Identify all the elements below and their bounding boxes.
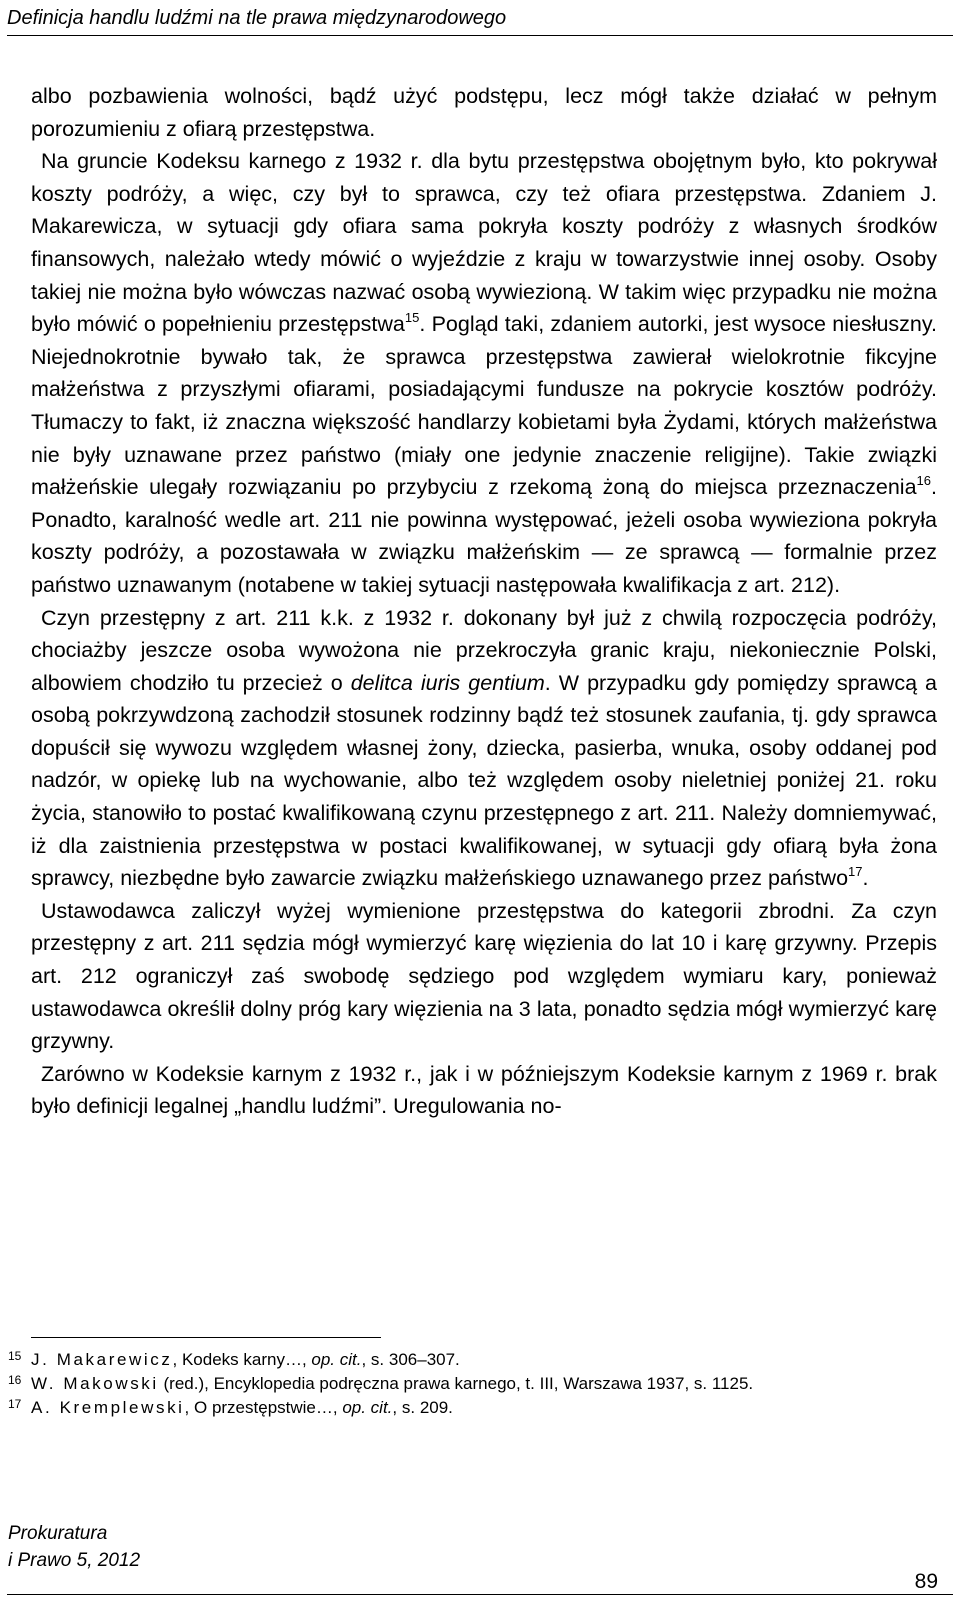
paragraph-3-text-c: . — [862, 866, 869, 891]
footnote-author: W. Makowski — [31, 1374, 159, 1393]
footnote-text — [31, 1372, 938, 1396]
footnote-ref-16[interactable]: 16 — [916, 473, 932, 489]
footnote-17 — [8, 1396, 938, 1420]
paragraph-2-text-b: . Pogląd taki, zdaniem autorki, jest wysoce niesłuszny. Niejednokrotnie bywało tak, że sprawca przestępstwa zawierał wielokrotnie fikcyjne małżeństwa z przyszłymi ofiarami, posiadającymi fundusze na pokrycie kosztów podróży. Tłumaczy to fakt, iż znaczna większość handlarzy kobietami była Żydami, których małżeństwa nie były uznawane przez państwo (miały one jedynie znaczenie religijne). Takie związki małżeńskie ulegały rozwiązaniu po przybyciu z rzekomą żoną do miejsca przeznaczenia — [31, 312, 938, 500]
footnote-italic: op. cit. — [342, 1398, 393, 1417]
paragraph-5: Zarówno w Kodeksie karnym z 1932 r., jak i w późniejszym Kodeksie karnym z 1969 r. brak było definicji legalnej „handlu ludźmi”. Uregulowania no- — [31, 1061, 937, 1119]
paragraph-3-text-b: . W przypadku gdy pomiędzy sprawcą a osobą pokrzywdzoną zachodził stosunek rodzinny bądź też stosunek zaufania, tj. gdy sprawca dopuścił się wywozu względem własnej żony, dziecka, pasierba, wnuka, osoby oddanej pod nadzór, w opiekę lub na wychowanie, albo też względem osoby nieletniej poniżej 21. roku życia, stanowiło to postać kwalifikowaną czynu przestępnego z art. 211. Należy domniemywać, iż dla zaistnienia przestępstwa w postaci kwalifikowanej, w sytuacji gdy ofiarą była żona sprawcy, niezbędne było zawarcie związku małżeńskiego uznawanego przez państwo — [31, 670, 937, 891]
footnote-author: A. Kremplewski — [31, 1398, 185, 1417]
footnote-body: (red.), Encyklopedia podręczna prawa karnego, t. III, Warszawa 1937, s. 1125. — [158, 1374, 754, 1393]
paragraph-4: Ustawodawca zaliczył wyżej wymienione przestępstwa do kategorii zbrodni. Za czyn przestępny z art. 211 sędzia mógł wymierzyć karę więzienia do lat 10 i karę grzywny. Przepis art. 212 ograniczył zaś swobodę sędziego pod względem wymiaru kary, ponieważ ustawodawca określił dolny próg kary więzienia na 3 lata, ponadto sędzia mógł wymierzyć karę grzywny. — [31, 898, 937, 1054]
paragraph-1: albo pozbawienia wolności, bądź użyć podstępu, lecz mógł także działać w pełnym porozumieniu z ofiarą przestępstwa. — [31, 84, 937, 141]
footnotes — [8, 1348, 938, 1420]
footnote-16 — [8, 1372, 938, 1396]
footnote-number: 17 — [8, 1397, 22, 1411]
paragraph-2-text-c: . Ponadto, karalność wedle art. 211 nie powinna występować, jeżeli osoba wywieziona pokryła koszty podróży, a pozostawała w związku małżeńskim — ze sprawcą — formalnie przez państwo uznawanym (notabene w takiej sytuacji następowała kwalifikacja z art. 212). — [31, 475, 937, 597]
main-text — [31, 80, 937, 1123]
footnote-number: 16 — [8, 1373, 22, 1387]
footnote-ref-15[interactable]: 15 — [404, 310, 420, 326]
running-header-title: Definicja handlu ludźmi na tle prawa międzynarodowego — [7, 7, 507, 29]
paragraph-3 — [31, 602, 937, 895]
footnote-text — [31, 1396, 938, 1420]
footnote-italic: op. cit. — [311, 1350, 362, 1369]
page-number: 89 — [914, 1570, 938, 1593]
footnote-tail: , s. 209. — [392, 1398, 453, 1417]
journal-name: Prokuratura — [8, 1523, 108, 1544]
journal-issue: i Prawo 5, 2012 — [8, 1550, 141, 1571]
paragraph-3-text-a: Czyn przestępny z art. 211 k.k. z 1932 r. dokonany był już z chwilą rozpoczęcia podróży, chociażby jeszcze osoba wywożona nie przekroczyła granic kraju, niekoniecznie Polski, albowiem chodziło tu przecież o — [31, 605, 937, 695]
footnote-body: , Kodeks karny…, — [172, 1350, 312, 1369]
running-header — [7, 4, 953, 36]
paragraph-2 — [31, 145, 937, 601]
paragraph-2-text-a: Na gruncie Kodeksu karnego z 1932 r. dla bytu przestępstwa obojętnym było, kto pokrywał koszty podróży, a więc, czy był to sprawca, czy też ofiara przestępstwa. Zdaniem J. Makarewicza, w sytuacji gdy ofiara sama pokryła koszty podróży z własnych środków finansowych, należało wtedy mówić o wyjeździe z kraju w towarzystwie innej osoby. Osoby takiej nie można było wówczas nazwać osobą wywiezioną. W takim więc przypadku nie można było mówić o popełnieniu przestępstwa — [31, 149, 937, 337]
footnote-separator — [31, 1337, 381, 1338]
footnote-ref-17[interactable]: 17 — [848, 864, 863, 880]
footer-rule — [7, 1594, 953, 1595]
latin-term: delitca iuris gentium — [350, 670, 545, 695]
footnote-author: J. Makarewicz — [31, 1350, 173, 1369]
footnote-15 — [8, 1348, 938, 1372]
footnote-body: , O przestępstwie…, — [184, 1398, 343, 1417]
footnote-text — [31, 1348, 938, 1372]
journal-citation — [8, 1520, 140, 1574]
footnote-number: 15 — [8, 1349, 22, 1363]
footnote-tail: , s. 306–307. — [361, 1350, 460, 1369]
